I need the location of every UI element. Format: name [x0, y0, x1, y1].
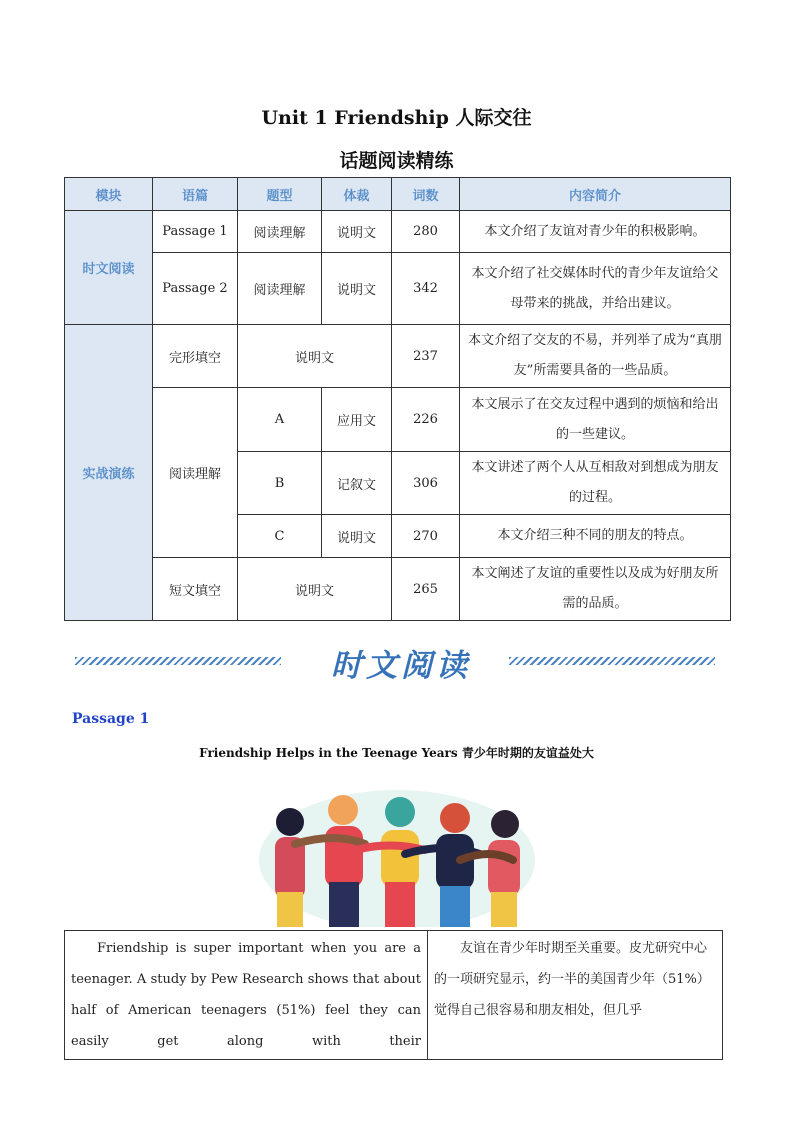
- cell-passage: 完形填空: [153, 325, 238, 388]
- cell-words: 280: [392, 211, 460, 253]
- cell-intro: 本文阐述了友谊的重要性以及成为好朋友所需的品质。: [460, 558, 731, 621]
- english-paragraph: Friendship is super important when you are a teenager. A study by Pew Research shows that about half of American teenagers (51%) feel they can easily get along with their: [71, 941, 421, 1049]
- passage-label: Passage 1: [72, 711, 150, 727]
- header-type: 题型: [238, 178, 322, 211]
- table-row: [65, 388, 731, 452]
- section-title: 时文阅读: [331, 648, 471, 684]
- table-row: [65, 325, 731, 388]
- cell-intro: 本文介绍三种不同的朋友的特点。: [460, 515, 731, 558]
- section-banner: [72, 640, 730, 686]
- cell-intro: 本文介绍了社交媒体时代的青少年友谊给父母带来的挑战，并给出建议。: [460, 253, 731, 325]
- header-words: 词数: [392, 178, 460, 211]
- cell-intro: 本文介绍了交友的不易，并列举了成为“真朋友”所需要具备的一些品质。: [460, 325, 731, 388]
- cell-type: C: [238, 515, 322, 558]
- cell-passage: Passage 1: [153, 211, 238, 253]
- cell-intro: 本文展示了在交友过程中遇到的烦恼和给出的一些建议。: [460, 388, 731, 452]
- cell-words: 270: [392, 515, 460, 558]
- cell-intro: 本文讲述了两个人从互相敌对到想成为朋友的过程。: [460, 452, 731, 515]
- module-current-reading: 时文阅读: [65, 211, 153, 325]
- header-module: 模块: [65, 178, 153, 211]
- cell-genre: 说明文: [238, 558, 392, 621]
- chinese-paragraph: 友谊在青少年时期至关重要。皮尤研究中心的一项研究显示，约一半的美国青少年（51%）觉得自己很容易和朋友相处，但几乎: [434, 941, 710, 1018]
- cell-words: 237: [392, 325, 460, 388]
- cell-intro: 本文介绍了友谊对青少年的积极影响。: [460, 211, 731, 253]
- table-row: [65, 558, 731, 621]
- cell-passage: 阅读理解: [153, 388, 238, 558]
- module-practice: 实战演练: [65, 325, 153, 621]
- table-row: [65, 931, 723, 1060]
- cell-genre: 说明文: [238, 325, 392, 388]
- page-title: Unit 1 Friendship 人际交往: [261, 107, 532, 129]
- cell-passage: 短文填空: [153, 558, 238, 621]
- friends-illustration: [255, 782, 540, 927]
- cell-genre: 说明文: [322, 211, 392, 253]
- header-intro: 内容简介: [460, 178, 731, 211]
- table-header-row: [65, 178, 731, 211]
- page-subtitle: 话题阅读精练: [339, 150, 454, 172]
- cell-genre: 应用文: [322, 388, 392, 452]
- table-row: [65, 211, 731, 253]
- cell-type: B: [238, 452, 322, 515]
- chinese-text-cell: [428, 931, 723, 1060]
- cell-genre: 说明文: [322, 253, 392, 325]
- cell-words: 226: [392, 388, 460, 452]
- cell-words: 265: [392, 558, 460, 621]
- cell-genre: 说明文: [322, 515, 392, 558]
- banner-stripe-right: [509, 657, 715, 665]
- english-text-cell: [65, 931, 428, 1060]
- overview-table: [64, 177, 731, 621]
- bilingual-table: [64, 930, 723, 1060]
- cell-words: 342: [392, 253, 460, 325]
- cell-words: 306: [392, 452, 460, 515]
- cell-type: 阅读理解: [238, 211, 322, 253]
- cell-genre: 记叙文: [322, 452, 392, 515]
- cell-passage: Passage 2: [153, 253, 238, 325]
- header-passage: 语篇: [153, 178, 238, 211]
- cell-type: 阅读理解: [238, 253, 322, 325]
- passage-title: Friendship Helps in the Teenage Years 青少年时期的友谊益处大: [199, 746, 594, 760]
- table-row: [65, 253, 731, 325]
- header-genre: 体裁: [322, 178, 392, 211]
- cell-type: A: [238, 388, 322, 452]
